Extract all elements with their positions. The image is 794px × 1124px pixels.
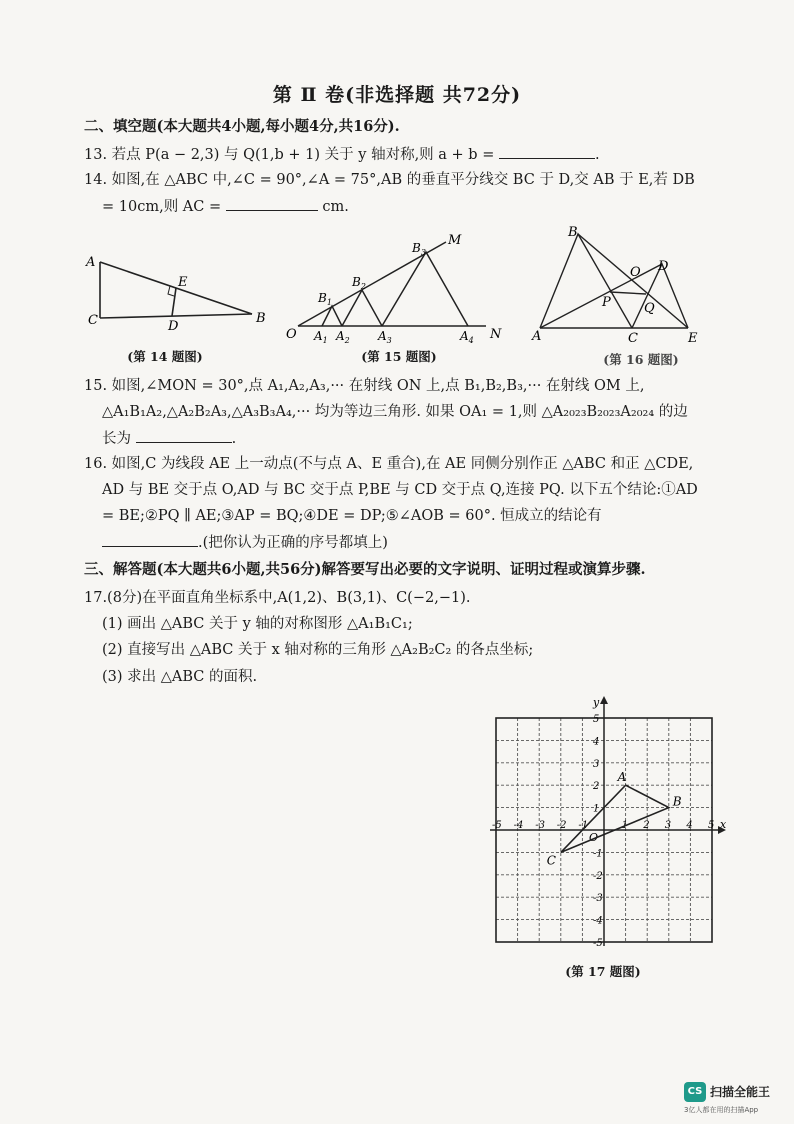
section-3-header: 三、解答题(本大题共6小题,共56分)解答要写出必要的文字说明、证明过程或演算步骤. xyxy=(84,561,646,578)
y-tick-label: -1 xyxy=(593,848,603,860)
question-15-line3 xyxy=(102,428,734,449)
section-2-header: 二、填空题(本大题共4小题,每小题4分,共16分). xyxy=(84,118,400,135)
question-13-text: 13. 若点 P(a − 2,3) 与 Q(1,b + 1) 关于 y 轴对称,则 a + b = xyxy=(84,147,495,163)
question-14-text: = 10cm,则 AC = xyxy=(102,199,222,215)
figure-14-caption: (第 14 题图) xyxy=(127,349,203,364)
fig16-label-a: A xyxy=(532,329,542,344)
fig14-label-c: C xyxy=(88,313,98,328)
answer-blank-16 xyxy=(102,532,198,547)
figure-16 xyxy=(528,222,708,348)
x-tick-label: -3 xyxy=(535,820,545,831)
fig14-label-a: A xyxy=(86,255,96,270)
question-16-line2: AD 与 BE 交于点 O,AD 与 BC 交于点 P,BE 与 CD 交于点 Q,连接 PQ. 以下五个结论:①AD xyxy=(102,482,698,498)
x-axis-label: x xyxy=(720,818,727,831)
x-tick-label: 3 xyxy=(664,820,672,831)
x-tick-label: -2 xyxy=(556,820,567,831)
fig14-label-d: D xyxy=(168,319,179,334)
y-tick-label: -5 xyxy=(593,938,603,949)
fig15-label-a1: $A_1$ xyxy=(314,329,328,345)
fig16-label-q: Q xyxy=(644,301,655,316)
x-tick-label: -4 xyxy=(513,820,524,831)
fig16-label-c: C xyxy=(628,331,638,346)
question-16-text: .(把你认为正确的序号都填上) xyxy=(198,535,388,551)
answer-blank-15 xyxy=(136,428,232,443)
y-tick-label: 3 xyxy=(593,758,600,770)
fig15-label-b2: $B_2$ xyxy=(352,275,366,291)
x-tick-label: 5 xyxy=(708,820,715,831)
fig16-label-o: O xyxy=(630,265,641,280)
figure-15 xyxy=(284,228,504,346)
point-label-c: C xyxy=(546,853,556,868)
page-title: 第 Ⅱ 卷(非选择题 共72分) xyxy=(272,84,522,106)
fig15-label-m: M xyxy=(448,233,462,248)
fig15-label-n: N xyxy=(490,327,502,342)
fig16-label-p: P xyxy=(602,295,611,310)
question-16-line3: = BE;②PQ ∥ AE;③AP = BQ;④DE = DP;⑤∠AOB = 60°. 恒成立的结论有 xyxy=(102,508,602,524)
figure-17-grid xyxy=(486,694,732,950)
question-15-end: . xyxy=(231,431,237,447)
answer-blank-14 xyxy=(226,196,318,211)
triangle-2 xyxy=(342,290,382,326)
question-15-line2: △A₁B₁A₂,△A₂B₂A₃,△A₃B₃A₄,··· 均为等边三角形. 如果 OA₁ = 1,则 △A₂₀₂₃B₂₀₂₃A₂₀₂₄ 的边 xyxy=(102,404,688,420)
fig15-label-a4: $A_4$ xyxy=(460,329,474,345)
y-tick-label: -2 xyxy=(593,870,603,882)
watermark-tagline: 3亿人都在用的扫描App xyxy=(684,1106,759,1114)
figure-14 xyxy=(84,248,274,338)
segment-be xyxy=(578,234,688,328)
y-tick-label: -4 xyxy=(593,915,603,927)
x-tick-label: 2 xyxy=(643,820,650,831)
question-15-line1: 15. 如图,∠MON = 30°,点 A₁,A₂,A₃,··· 在射线 ON 上,点 B₁,B₂,B₃,··· 在射线 OM 上, xyxy=(84,378,645,394)
tick-labels xyxy=(492,714,714,949)
fig15-label-a3: $A_3$ xyxy=(378,329,392,345)
question-17-part1: (1) 画出 △ABC 关于 y 轴的对称图形 △A₁B₁C₁; xyxy=(102,616,413,632)
answer-blank-13 xyxy=(499,144,595,159)
y-tick-label: 2 xyxy=(593,781,600,793)
y-tick-label: -3 xyxy=(593,893,603,905)
triangle-3 xyxy=(382,252,468,326)
question-13 xyxy=(84,144,734,165)
origin-label: O xyxy=(589,831,599,844)
fig14-label-e: E xyxy=(178,275,188,290)
fig14-label-b: B xyxy=(256,311,266,326)
segment-pq xyxy=(610,292,646,294)
segment-ed xyxy=(172,288,176,316)
question-13-end: . xyxy=(594,147,600,163)
point-label-a: A xyxy=(617,770,627,785)
question-14-line2 xyxy=(102,196,734,217)
figure-16-caption: (第 16 题图) xyxy=(603,352,679,367)
question-16-line1: 16. 如图,C 为线段 AE 上一动点(不与点 A、E 重合),在 AE 同侧分别作正 △ABC 和正 △CDE, xyxy=(84,456,694,472)
question-14-line1: 14. 如图,在 △ABC 中,∠C = 90°,∠A = 75°,AB 的垂直平分线交 BC 于 D,交 AB 于 E,若 DB xyxy=(84,172,695,188)
triangle-abc xyxy=(540,234,632,328)
fig15-label-b1: $B_1$ xyxy=(318,291,332,307)
x-tick-label: -1 xyxy=(578,820,589,831)
fig15-label-a2: $A_2$ xyxy=(336,329,350,345)
y-axis-arrow xyxy=(600,696,608,704)
x-tick-label: 1 xyxy=(621,820,628,831)
question-17-part3: (3) 求出 △ABC 的面积. xyxy=(102,669,258,685)
y-tick-label: 4 xyxy=(593,736,600,748)
camscanner-logo-icon: CS xyxy=(684,1082,706,1102)
point-label-b: B xyxy=(672,794,682,809)
fig15-label-o: O xyxy=(286,327,297,342)
question-17-stem: 17.(8分)在平面直角坐标系中,A(1,2)、B(3,1)、C(−2,−1). xyxy=(84,590,471,606)
question-14-unit: cm. xyxy=(322,199,349,215)
triangle-1 xyxy=(322,306,342,326)
fig16-label-e: E xyxy=(688,331,698,346)
fig15-label-b3: $B_3$ xyxy=(412,241,426,257)
question-16-line4 xyxy=(102,532,734,553)
y-axis-label: y xyxy=(593,696,600,709)
y-tick-label: 1 xyxy=(593,803,600,815)
x-tick-label: -5 xyxy=(492,820,502,831)
figure-17-caption: (第 17 题图) xyxy=(565,964,641,979)
segment-cb xyxy=(100,314,252,318)
triangle-abc xyxy=(561,785,672,852)
question-15-text: 长为 xyxy=(102,431,131,447)
y-tick-label: 5 xyxy=(593,714,600,725)
fig16-label-d: D xyxy=(658,259,669,274)
question-17-part2: (2) 直接写出 △ABC 关于 x 轴对称的三角形 △A₂B₂C₂ 的各点坐标; xyxy=(102,642,534,658)
fig16-label-b: B xyxy=(568,225,578,240)
figure-15-caption: (第 15 题图) xyxy=(361,349,437,364)
watermark-name: 扫描全能王 xyxy=(710,1085,771,1099)
x-tick-label: 4 xyxy=(686,820,693,831)
